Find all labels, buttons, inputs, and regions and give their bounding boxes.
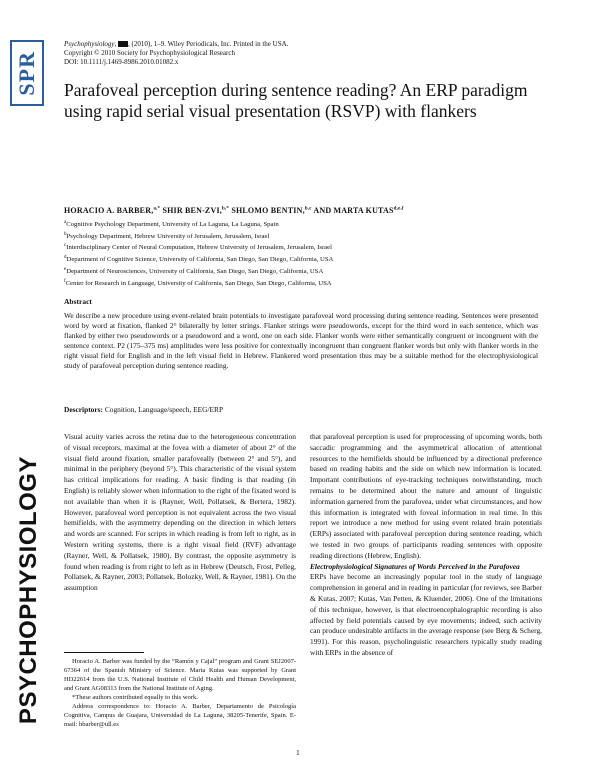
body-paragraph: ERPs have become an increasingly popular tool in the study of language comprehension in general and in reading in particular (for reviews, see Barber & Kutas, 2007; Kutas, Van Petten, & Kluender, 2006). One of the limitations of this technique, however, is that electroencephalographic recording is also affected by field potentials caused by eye movements; indeed, such activity can produce undesirable artifacts in the average response (see Berg & Scherg, 1991). For this reason, psycholinguistic researchers typically study reading with ERPs in the absence of: [310, 572, 542, 657]
redacted-block: [118, 41, 128, 47]
section-heading: Electrophysiological Signatures of Words Perceived in the Parafovea: [310, 561, 520, 571]
affiliation-sup: d: [64, 255, 67, 261]
author-name: HORACIO A. BARBER,: [64, 206, 154, 215]
spr-logo-text: SPR: [14, 50, 39, 96]
descriptors-text: Cognition, Language/speech, EEG/ERP: [103, 405, 224, 414]
affiliation-item: [64, 265, 333, 277]
author-name: SHLOMO BENTIN,: [231, 206, 305, 215]
affiliation-item: [64, 253, 333, 265]
header-journal: Psychophysiology: [64, 40, 115, 48]
affiliation-item: [64, 230, 333, 242]
body-paragraph: that parafoveal perception is used for preprocessing of upcoming words, both saccadic programming and the asymmetrical allocation of attentional resources to the hemifields should be influenced by a directional preference based on reading habits and the side on which new information is located. Important contributions of eye-tracking techniques notwithstanding, much remains to be determined about the nature and amount of linguistic information garnered from the parafovea, under what circumstances, and how this information is integrated with foveal information in real time. In this report we introduce a new method for using event related brain potentials (ERPs) associated with parafoveal perception during sentence reading, which we tested in two groups of participants reading sentences with opposite reading directions (Hebrew, English).: [310, 432, 542, 560]
affiliation-item: [64, 277, 333, 289]
author-sup: a,*: [153, 206, 161, 212]
abstract-text: We describe a new procedure using event-related brain potentials to investigate parafoveal word processing during sentence reading. Sentences were presented word by word at fixation, flanked 2° bilaterally by letter strings. Flanker strings were pseudowords, except for the third word in each sentence, which was flanked by either two pseudowords or a pseudoword and a word, one on each side. Flanker words were either semantically congruent or incongruent with the sentence context. P2 (175–375 ms) amplitudes were less positive for contextually incongruent than congruent flanker words but only with flanker words in the right visual field for English and in the left visual field in Hebrew. Flankered word presentation thus may be a suitable method for the electrophysiological study of parafoveal perception during sentence reading.: [64, 311, 538, 370]
body-right-column: [310, 432, 542, 659]
affiliation-item: [64, 218, 333, 230]
journal-vertical-text: PSYCHOPHYSIOLOGY: [15, 455, 42, 725]
journal-vertical-title: [14, 440, 44, 740]
affiliation-text: Interdisciplinary Center of Neural Computation, Hebrew University of Jerusalem, Jerusalem, Israel: [66, 244, 332, 252]
affiliation-sup: f: [64, 278, 66, 284]
spr-logo: [10, 40, 44, 106]
affiliation-list: [64, 218, 333, 288]
footnote: Address correspondence to: Horacio A. Barber, Departamento de Psicología Cognitiva, Campus de Guajara, Universidad de La Laguna, 38205-Tenerife, Spain. E-mail: hbarber@ull.es: [64, 703, 296, 728]
affiliation-sup: e: [64, 266, 67, 272]
author-sup: b,c: [304, 206, 312, 212]
footnote: *These authors contributed equally to this work.: [72, 694, 198, 701]
paper-title: Parafoveal perception during sentence reading? An ERP paradigm using rapid serial visual presentation (RSVP) with flankers: [64, 80, 528, 121]
author-name: SHIR BEN-ZVI,: [162, 206, 222, 215]
footnote: Horacio A. Barber was funded by the “Ramón y Cajal” program and Grant SEJ2007-67364 of the Spanish Ministry of Science. Marta Kutas was supported by Grant HD22614 from the U.S. National Institute of Child Health and Human Development, and Grant AG08313 from the National Institute of Aging.: [64, 658, 296, 692]
affiliation-sup: c: [64, 243, 67, 249]
affiliation-item: [64, 241, 333, 253]
affiliation-text: Center for Research in Language, University of California, San Diego, San Diego, California, USA: [65, 279, 332, 287]
affiliation-sup: b: [64, 231, 67, 237]
footnotes: [64, 657, 296, 729]
affiliation-text: Psychology Department, Hebrew University of Jerusalem, Jerusalem, Israel: [66, 232, 270, 240]
body-left-column: Visual acuity varies across the retina due to the heterogeneous concentration of visual receptors, maximal at the fovea with a diameter of about 2° of the visual field around fixation, smaller parafoveally (between 2° and 5°), and minimal in the periphery (beyond 5°). This characteristic of the visual system has critical implications for reading. A basic finding is that reading (in English) is reliably slower when information to the right of the fixated word is not available than when it is (Rayner, Well, Pollatsek, & Bertera, 1982). However, parafoveal word perception is not equivalent across the two visual hemifields, with the asymmetry depending on the direction in which letters and words are scanned. For scripts in which reading is from left to right, as in Western writing systems, there is a right visual field (RVF) advantage (Rayner, Well, & Pollatsek, 1980). By contrast, the opposite asymmetry is found when reading is from right to left as in Hebrew (Deutsch, Frost, Pelleg, Pollatsek, & Rayner, 2003; Pollatsek, Bolozky, Well, & Rayner, 1981). On the assumption: [64, 432, 296, 593]
journal-header: Psychophysiology, , (2010), 1–9. Wiley Periodicals, Inc. Printed in the USA. Copyright © 2010 Society for Psychophysiological Research DOI: 10.1111/j.1469-8986.2010.01082.x: [64, 40, 289, 66]
page-number: 1: [296, 748, 300, 757]
footnote-rule: [64, 652, 144, 653]
abstract-heading: Abstract: [64, 297, 92, 306]
affiliation-text: Department of Neurosciences, University of California, San Diego, San Diego, California, USA: [66, 268, 324, 276]
affiliation-sup: a: [64, 220, 67, 225]
author-sup: d,e,f: [393, 206, 404, 212]
affiliation-text: Cognitive Psychology Department, University of La Laguna, La Laguna, Spain: [66, 221, 279, 229]
header-copyright: Copyright © 2010 Society for Psychophysiological Research: [64, 49, 235, 57]
author-list: [64, 206, 404, 215]
header-doi: DOI: 10.1111/j.1469-8986.2010.01082.x: [64, 58, 179, 66]
author-name: AND MARTA KUTAS: [313, 206, 394, 215]
descriptors-label: Descriptors:: [64, 405, 103, 414]
affiliation-text: Department of Cognitive Science, University of California, San Diego, San Diego, California, USA: [66, 256, 334, 264]
author-sup: b,*: [221, 206, 230, 212]
header-year-pages: , (2010), 1–9. Wiley Periodicals, Inc. Printed in the USA.: [128, 40, 289, 48]
descriptors: [64, 405, 223, 414]
